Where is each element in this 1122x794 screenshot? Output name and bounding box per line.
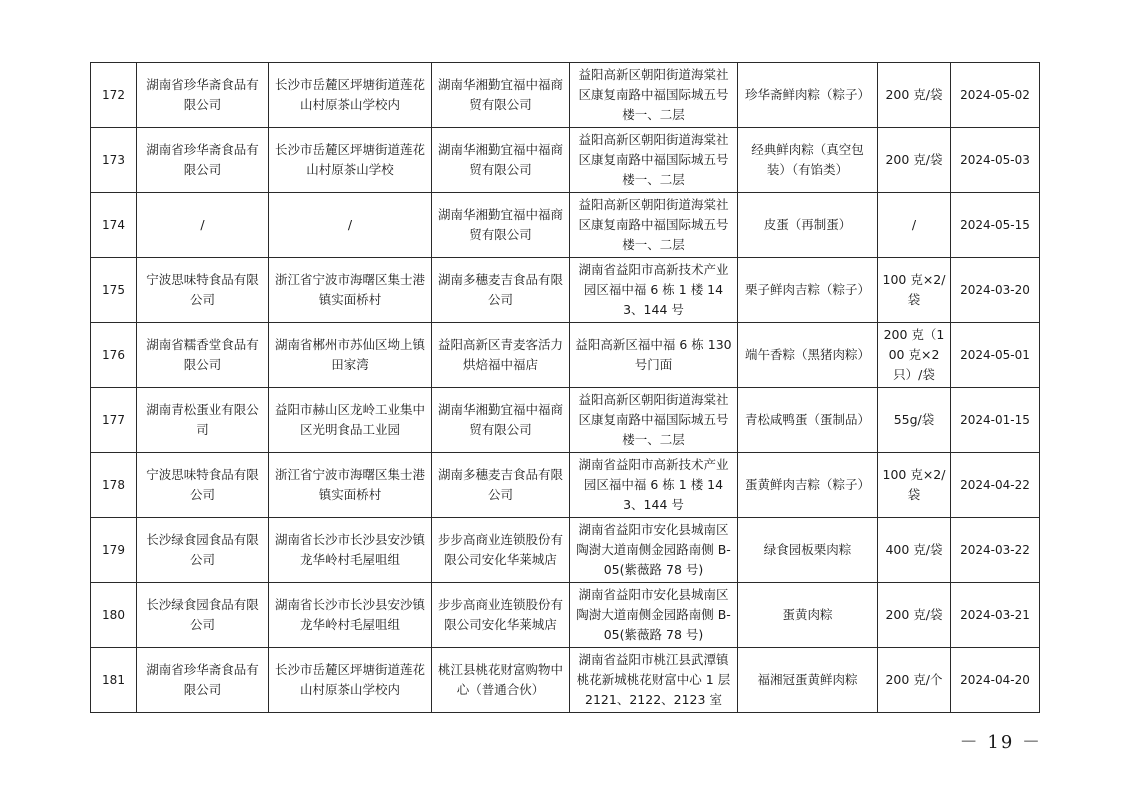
row-number-cell: 174 [91,193,137,258]
producer-name-cell: 湖南省珍华斋食品有限公司 [137,128,269,193]
production-date-cell: 2024-05-15 [951,193,1040,258]
producer-address-cell: 湖南省长沙市长沙县安沙镇龙华岭村毛屋咀组 [269,518,432,583]
row-number-cell: 175 [91,258,137,323]
product-spec-cell: 200 克（100 克×2 只）/袋 [878,323,951,388]
product-name-cell: 青松咸鸭蛋（蛋制品） [738,388,878,453]
row-number-cell: 179 [91,518,137,583]
seller-address-cell: 益阳高新区朝阳街道海棠社区康复南路中福国际城五号楼一、二层 [570,128,738,193]
producer-name-cell: 长沙绿食园食品有限公司 [137,583,269,648]
product-name-cell: 经典鲜肉粽（真空包装）（有馅类） [738,128,878,193]
seller-name-cell: 湖南华湘勤宜福中福商贸有限公司 [432,63,570,128]
production-date-cell: 2024-03-20 [951,258,1040,323]
product-spec-cell: / [878,193,951,258]
product-spec-cell: 200 克/袋 [878,63,951,128]
producer-address-cell: 湖南省长沙市长沙县安沙镇龙华岭村毛屋咀组 [269,583,432,648]
seller-address-cell: 益阳高新区福中福 6 栋 130 号门面 [570,323,738,388]
product-name-cell: 皮蛋（再制蛋） [738,193,878,258]
seller-address-cell: 益阳高新区朝阳街道海棠社区康复南路中福国际城五号楼一、二层 [570,63,738,128]
product-spec-cell: 400 克/袋 [878,518,951,583]
row-number-cell: 180 [91,583,137,648]
product-spec-cell: 55g/袋 [878,388,951,453]
seller-address-cell: 湖南省益阳市高新技术产业园区福中福 6 栋 1 楼 143、144 号 [570,453,738,518]
production-date-cell: 2024-03-21 [951,583,1040,648]
seller-name-cell: 湖南多穗麦吉食品有限公司 [432,258,570,323]
seller-address-cell: 湖南省益阳市安化县城南区陶澍大道南侧金园路南侧 B-05(紫薇路 78 号) [570,583,738,648]
seller-name-cell: 湖南华湘勤宜福中福商贸有限公司 [432,388,570,453]
seller-name-cell: 湖南华湘勤宜福中福商贸有限公司 [432,193,570,258]
seller-name-cell: 桃江县桃花财富购物中心（普通合伙） [432,648,570,713]
seller-address-cell: 益阳高新区朝阳街道海棠社区康复南路中福国际城五号楼一、二层 [570,388,738,453]
producer-name-cell: 宁波思味特食品有限公司 [137,453,269,518]
producer-name-cell: 宁波思味特食品有限公司 [137,258,269,323]
seller-address-cell: 益阳高新区朝阳街道海棠社区康复南路中福国际城五号楼一、二层 [570,193,738,258]
producer-address-cell: / [269,193,432,258]
page-number: － 19 － [959,732,1042,753]
seller-name-cell: 湖南多穗麦吉食品有限公司 [432,453,570,518]
production-date-cell: 2024-04-22 [951,453,1040,518]
table-row [91,583,1040,648]
production-date-cell: 2024-05-03 [951,128,1040,193]
producer-name-cell: 长沙绿食园食品有限公司 [137,518,269,583]
producer-name-cell: 湖南省糯香堂食品有限公司 [137,323,269,388]
table-row [91,193,1040,258]
product-name-cell: 福湘冠蛋黄鲜肉粽 [738,648,878,713]
producer-name-cell: 湖南省珍华斋食品有限公司 [137,63,269,128]
seller-address-cell: 湖南省益阳市安化县城南区陶澍大道南侧金园路南侧 B-05(紫薇路 78 号) [570,518,738,583]
row-number-cell: 178 [91,453,137,518]
production-date-cell: 2024-05-01 [951,323,1040,388]
seller-address-cell: 湖南省益阳市桃江县武潭镇桃花新城桃花财富中心 1 层 2121、2122、2123 室 [570,648,738,713]
seller-name-cell: 湖南华湘勤宜福中福商贸有限公司 [432,128,570,193]
product-name-cell: 端午香粽（黑猪肉粽） [738,323,878,388]
product-spec-cell: 200 克/袋 [878,583,951,648]
table-row [91,518,1040,583]
product-spec-cell: 200 克/袋 [878,128,951,193]
producer-name-cell: 湖南省珍华斋食品有限公司 [137,648,269,713]
seller-name-cell: 步步高商业连锁股份有限公司安化华莱城店 [432,583,570,648]
row-number-cell: 173 [91,128,137,193]
production-date-cell: 2024-04-20 [951,648,1040,713]
row-number-cell: 177 [91,388,137,453]
producer-name-cell: 湖南青松蛋业有限公司 [137,388,269,453]
table-row [91,258,1040,323]
product-table [90,62,1040,713]
producer-address-cell: 益阳市赫山区龙岭工业集中区光明食品工业园 [269,388,432,453]
product-spec-cell: 200 克/个 [878,648,951,713]
producer-address-cell: 浙江省宁波市海曙区集士港镇实面桥村 [269,258,432,323]
production-date-cell: 2024-05-02 [951,63,1040,128]
producer-address-cell: 长沙市岳麓区坪塘街道莲花山村原茶山学校内 [269,648,432,713]
row-number-cell: 181 [91,648,137,713]
seller-name-cell: 益阳高新区青麦客活力烘焙福中福店 [432,323,570,388]
seller-name-cell: 步步高商业连锁股份有限公司安化华莱城店 [432,518,570,583]
row-number-cell: 176 [91,323,137,388]
product-name-cell: 蛋黄肉粽 [738,583,878,648]
production-date-cell: 2024-01-15 [951,388,1040,453]
producer-address-cell: 长沙市岳麓区坪塘街道莲花山村原茶山学校 [269,128,432,193]
product-name-cell: 蛋黄鲜肉吉粽（粽子） [738,453,878,518]
producer-address-cell: 长沙市岳麓区坪塘街道莲花山村原茶山学校内 [269,63,432,128]
production-date-cell: 2024-03-22 [951,518,1040,583]
table-row [91,128,1040,193]
product-name-cell: 栗子鲜肉吉粽（粽子） [738,258,878,323]
table-body [91,63,1040,713]
row-number-cell: 172 [91,63,137,128]
table-row [91,323,1040,388]
table-row [91,648,1040,713]
table-row [91,63,1040,128]
producer-address-cell: 湖南省郴州市苏仙区坳上镇田家湾 [269,323,432,388]
seller-address-cell: 湖南省益阳市高新技术产业园区福中福 6 栋 1 楼 143、144 号 [570,258,738,323]
producer-name-cell: / [137,193,269,258]
product-spec-cell: 100 克×2/袋 [878,258,951,323]
product-name-cell: 珍华斋鲜肉粽（粽子） [738,63,878,128]
product-name-cell: 绿食园板栗肉粽 [738,518,878,583]
producer-address-cell: 浙江省宁波市海曙区集士港镇实面桥村 [269,453,432,518]
table-row [91,388,1040,453]
product-spec-cell: 100 克×2/袋 [878,453,951,518]
table-row [91,453,1040,518]
